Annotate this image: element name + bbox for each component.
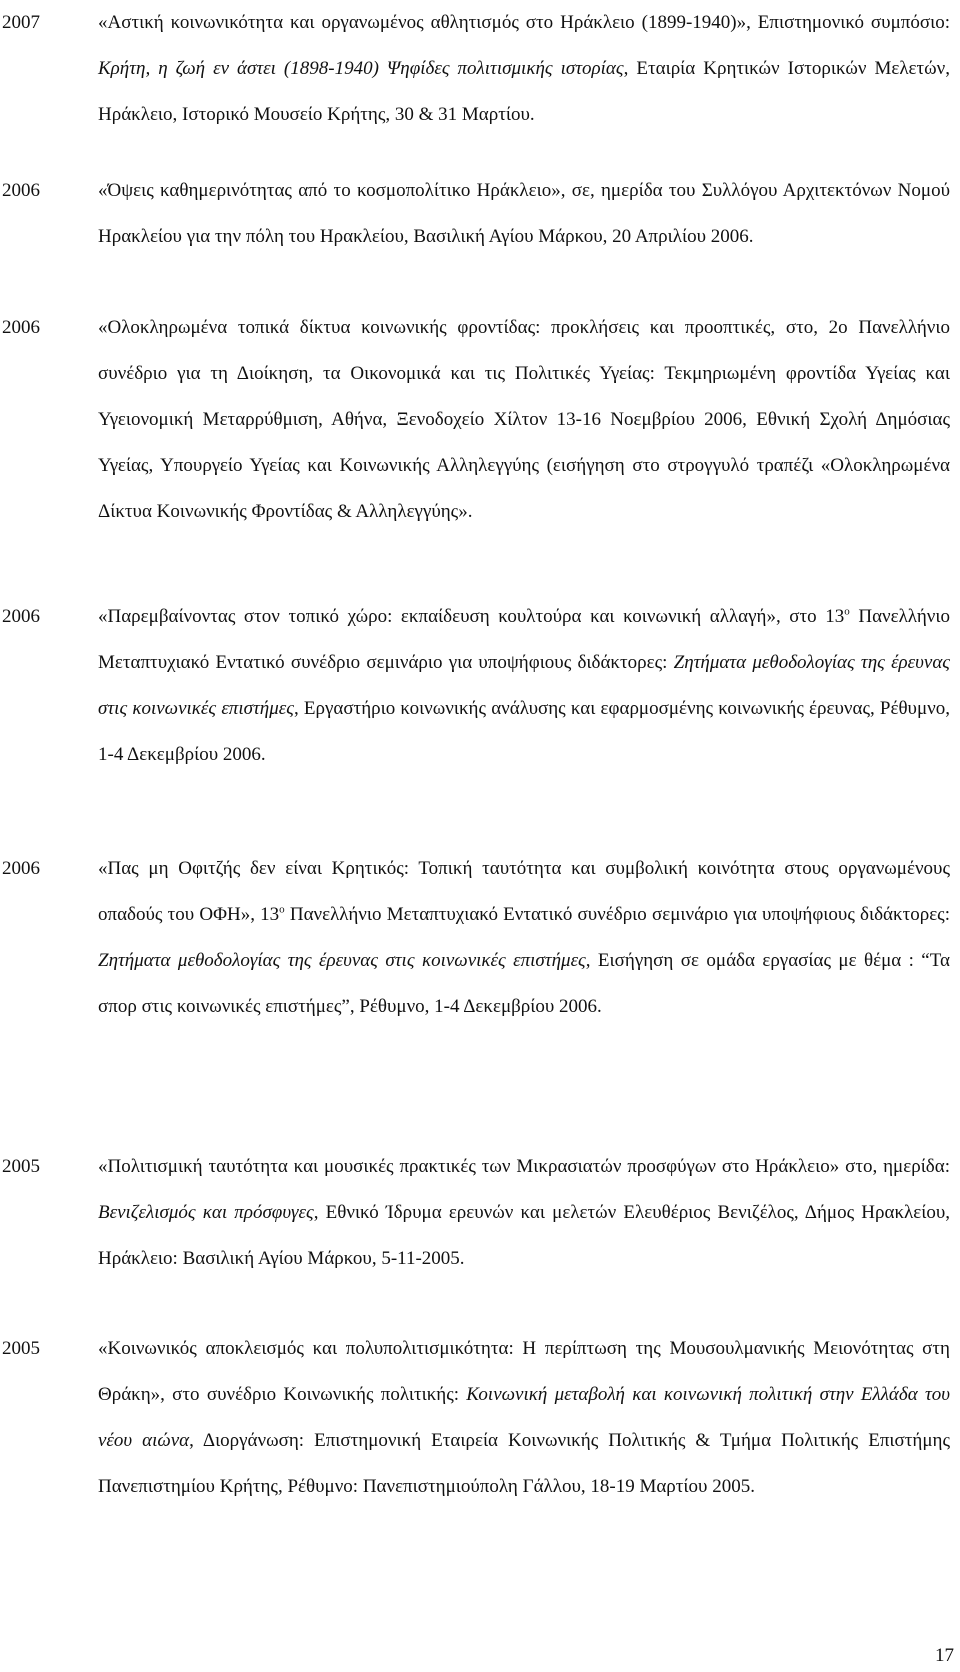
entry-text — [98, 1144, 950, 1282]
text-segment: «Ολοκληρωμένα τοπικά δίκτυα κοινωνικής φροντίδας: προκλήσεις και προοπτικές, στο, 2ο Πανελλήνιο συνέδριο για τη Διοίκηση, τα Οικονομικά και τις Πολιτικές Υγείας: Τεκμηριωμένη φροντίδα Υγείας και Υγειονομική Μεταρρύθμιση, Αθήνα, Ξενοδοχείο Χίλτον 13-16 Νοεμβρίου 2006, Εθνική Σχολή Δημόσιας Υγείας, Υπουργείο Υγείας και Κοινωνικής Αλληλεγγύης (εισήγηση στο στρογγυλό τραπέζι «Ολοκληρωμένα Δίκτυα Κοινωνικής Φροντίδας & Αλληλεγγύης». — [98, 317, 950, 522]
superscript: ο — [279, 903, 285, 916]
italic-segment: Κρήτη, η ζωή εν άστει (1898-1940) Ψηφίδες πολιτισμικής ιστορίας — [98, 58, 624, 79]
entry-text — [98, 305, 950, 535]
text-segment: «Πολιτισμική ταυτότητα και μουσικές πρακτικές των Μικρασιατών προσφύγων στο Ηράκλειο» στο, ημερίδα: — [98, 1156, 950, 1177]
text-segment: , Εθνικό Ίδρυμα ερευνών και μελετών Ελευθέριος Βενιζέλος, Δήμος Ηρακλείου, Ηράκλειο: Βασιλική Αγίου Μάρκου, 5-11-2005. — [98, 1202, 950, 1269]
text-segment: Πανελλήνιο Μεταπτυχιακό Εντατικό συνέδριο σεμινάριο για υποψήφιους διδάκτορες: — [98, 606, 950, 673]
entry-text — [98, 0, 950, 138]
entry-year: 2006 — [2, 858, 40, 879]
entry-text — [98, 1326, 950, 1510]
text-segment: «Αστική κοινωνικότητα και οργανωμένος αθλητισμός στο Ηράκλειο (1899-1940)», Επιστημονικό συμπόσιο: — [98, 12, 950, 33]
text-segment: , Εργαστήριο κοινωνικής ανάλυσης και εφαρμοσμένης κοινωνικής έρευνας, Ρέθυμνο, 1-4 Δεκεμβρίου 2006. — [98, 698, 950, 765]
text-segment: , Εταιρία Κρητικών Ιστορικών Μελετών, Ηράκλειο, Ιστορικό Μουσείο Κρήτης, 30 & 31 Μαρτίου. — [98, 58, 950, 125]
entry-year: 2007 — [2, 12, 40, 33]
text-segment: , Εισήγηση σε ομάδα εργασίας με θέμα : “Τα σπορ στις κοινωνικές επιστήμες”, Ρέθυμνο, 1-4 Δεκεμβρίου 2006. — [98, 950, 950, 1017]
italic-segment: Βενιζελισμός και πρόσφυγες — [98, 1202, 314, 1223]
entry-text — [98, 594, 950, 778]
entry-text — [98, 168, 950, 260]
text-segment: «Πας μη Οφιτζής δεν είναι Κρητικός: Τοπική ταυτότητα και συμβολική κοινότητα στους οργανωμένους οπαδούς του ΟΦΗ», 13 — [98, 858, 950, 925]
superscript: ο — [844, 605, 850, 618]
entry-year: 2005 — [2, 1338, 40, 1359]
italic-segment: Ζητήματα μεθοδολογίας της έρευνας στις κοινωνικές επιστήμες — [98, 652, 951, 719]
text-segment: «Κοινωνικός αποκλεισμός και πολυπολιτισμικότητα: Η περίπτωση της Μουσουλμανικής Μειονότητας στη Θράκη», στο συνέδριο Κοινωνικής πολιτικής: — [98, 1338, 950, 1405]
text-segment: Πανελλήνιο Μεταπτυχιακό Εντατικό συνέδριο σεμινάριο για υποψήφιους διδάκτορες: — [284, 904, 950, 925]
text-segment: «Παρεμβαίνοντας στον τοπικό χώρο: εκπαίδευση κουλτούρα και κοινωνική αλλαγή», στο 13 — [98, 606, 845, 627]
italic-segment: Κοινωνική μεταβολή και κοινωνική πολιτική στην Ελλάδα του νέου αιώνα — [98, 1384, 950, 1451]
italic-segment: Ζητήματα μεθοδολογίας της έρευνας στις κοινωνικές επιστήμες — [98, 950, 586, 971]
entry-year: 2006 — [2, 180, 40, 201]
entry-year: 2006 — [2, 606, 40, 627]
page-number: 17 — [935, 1645, 954, 1666]
entry-year: 2006 — [2, 317, 40, 338]
entry-text — [98, 846, 950, 1030]
text-segment: , Διοργάνωση: Επιστημονική Εταιρεία Κοινωνικής Πολιτικής & Τμήμα Πολιτικής Επιστήμης Πανεπιστημίου Κρήτης, Ρέθυμνο: Πανεπιστημιούπολη Γάλλου, 18-19 Μαρτίου 2005. — [98, 1430, 950, 1497]
text-segment: «Όψεις καθημερινότητας από το κοσμοπολίτικο Ηράκλειο», σε, ημερίδα του Συλλόγου Αρχιτεκτόνων Νομού Ηρακλείου για την πόλη του Ηρακλείου, Βασιλική Αγίου Μάρκου, 20 Απριλίου 2006. — [98, 180, 950, 247]
entry-year: 2005 — [2, 1156, 40, 1177]
